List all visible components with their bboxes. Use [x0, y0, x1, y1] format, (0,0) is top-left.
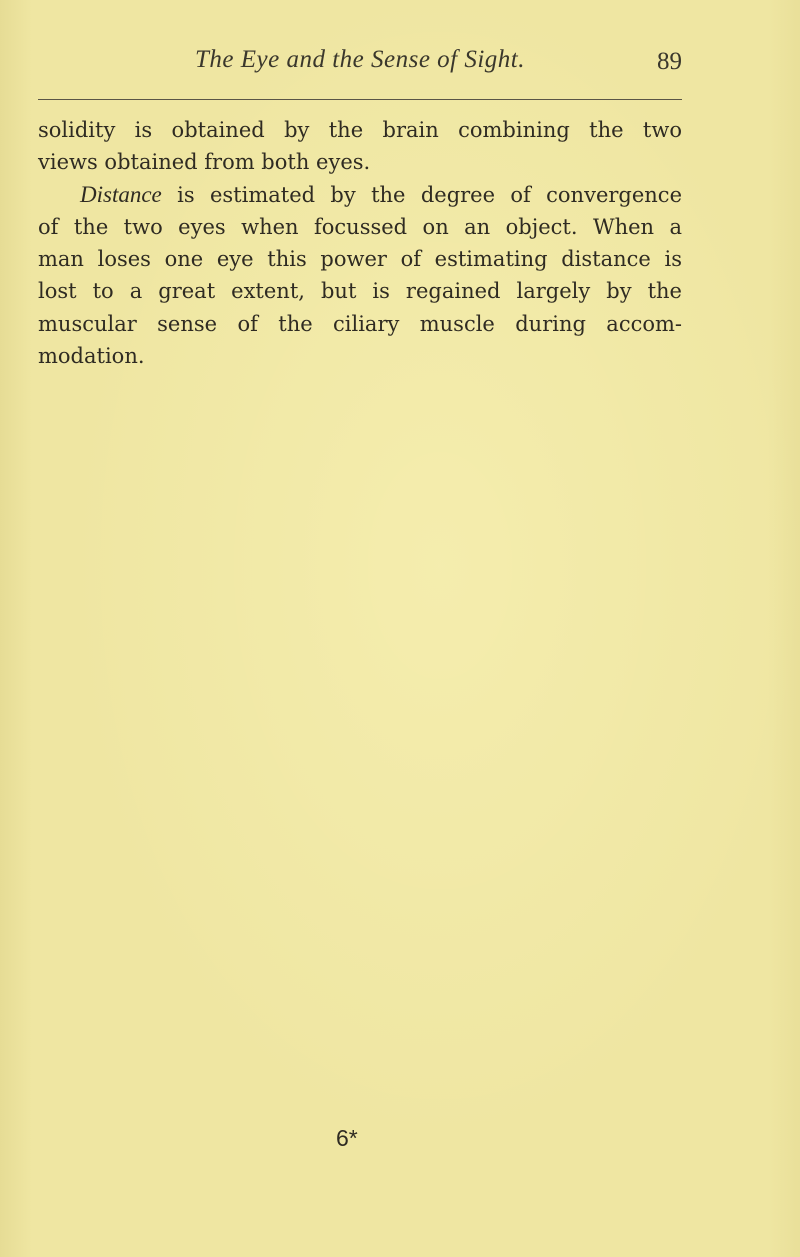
signature-mark: 6*: [336, 1125, 358, 1151]
italic-term: Distance: [80, 181, 162, 207]
text-line: of the two eyes when focussed on an object. When a: [38, 214, 682, 239]
header-rule: [38, 99, 682, 100]
running-title: The Eye and the Sense of Sight.: [194, 46, 525, 73]
body-text: [38, 114, 682, 372]
text-line: lost to a great extent, but is regained largely by the: [38, 279, 682, 304]
page-number: 89: [657, 48, 682, 75]
text-line: modation.: [38, 344, 145, 369]
text-line-rest: is estimated by the degree of convergence: [177, 182, 682, 207]
text-line: views obtained from both eyes.: [38, 150, 371, 175]
text-line: solidity is obtained by the brain combining the two: [38, 118, 682, 142]
text-line-paragraph-start: [38, 179, 682, 211]
text-line: muscular sense of the ciliary muscle during accom-: [38, 311, 682, 336]
running-head: [38, 46, 682, 90]
text-line: man loses one eye this power of estimating distance is: [38, 247, 682, 272]
